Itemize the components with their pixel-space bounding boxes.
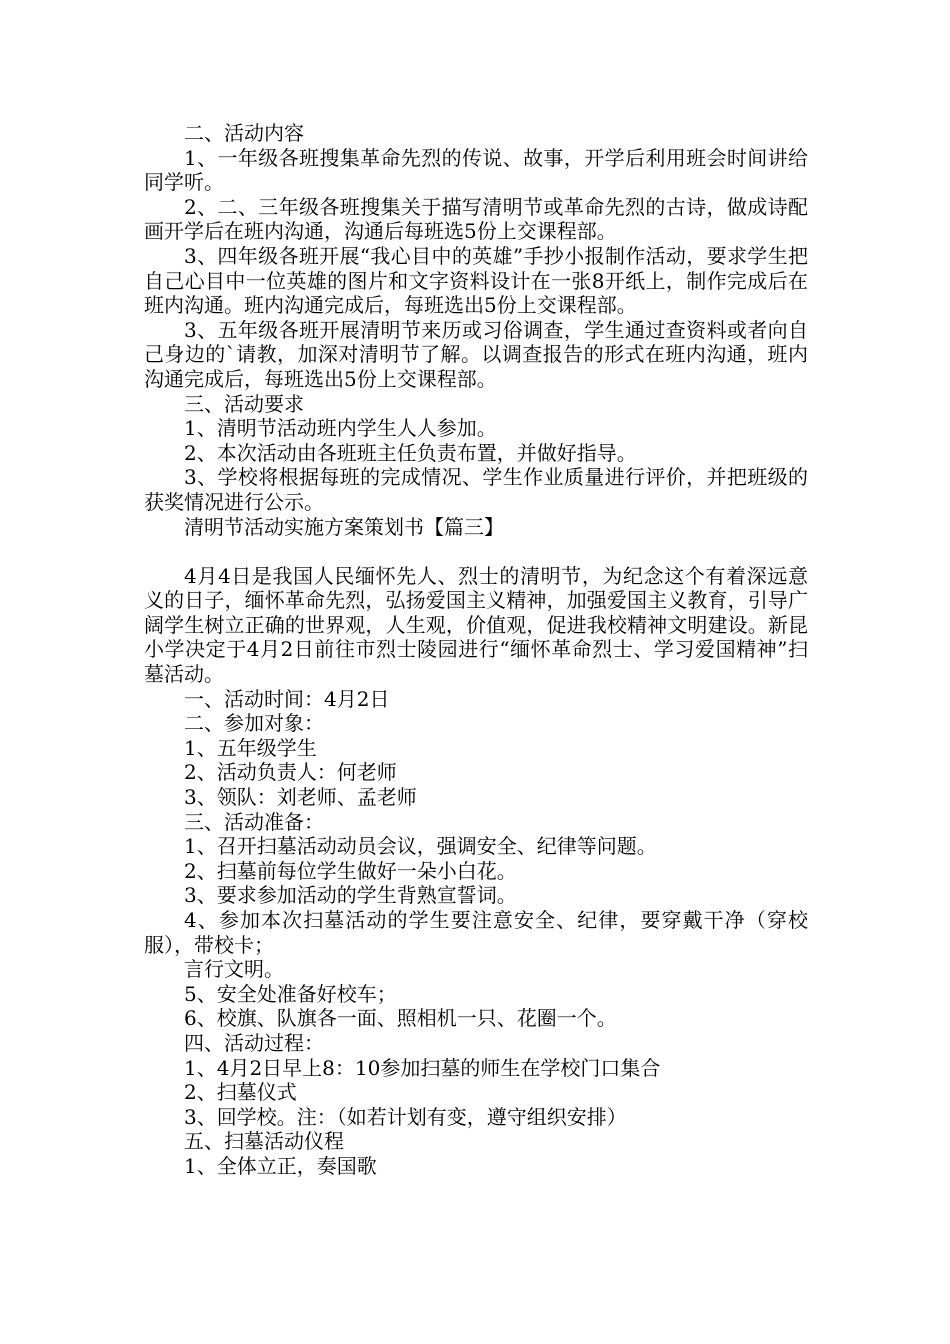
list-item: 2、扫墓仪式 xyxy=(184,1080,297,1105)
list-item: 6、校旗、队旗各一面、照相机一只、花圈一个。 xyxy=(184,1006,617,1031)
intro-paragraph: 4月4日是我国人民缅怀先人、烈士的清明节，为纪念这个有着深远意义的日子，缅怀革命先烈，弘扬爱国主义精神，加强爱国主义教育，引导广阔学生树立正确的世界观，人生观，价值观，促进我校精神文明建设。新昆小学决定于4月2日前往市烈士陵园进行“缅怀革命烈士、学习爱国精神”扫墓活动。 xyxy=(144,563,808,687)
document-body xyxy=(144,121,808,1179)
list-item-continuation: 言行文明。 xyxy=(184,957,284,982)
blank-line xyxy=(144,539,808,564)
part-three-title: 清明节活动实施方案策划书【篇三】 xyxy=(184,514,504,539)
section-heading-process: 四、活动过程： xyxy=(184,1030,324,1055)
list-item: 2、活动负责人：何老师 xyxy=(184,760,397,785)
section-heading-activity-requirements: 三、活动要求 xyxy=(184,391,304,416)
section-heading-preparation: 三、活动准备： xyxy=(184,809,324,834)
section-heading-activity-content: 二、活动内容 xyxy=(184,121,304,145)
section-heading-activity-time: 一、活动时间：4月2日 xyxy=(184,686,390,711)
paragraph: 1、一年级各班搜集革命先烈的传说、故事，开学后利用班会时间讲给同学听。 xyxy=(144,145,808,195)
paragraph: 2、本次活动由各班班主任负责布置，并做好指导。 xyxy=(184,440,637,465)
list-item: 4、参加本次扫墓活动的学生要注意安全、纪律，要穿戴干净（穿校服），带校卡； xyxy=(144,908,808,957)
list-item: 3、要求参加活动的学生背熟宣誓词。 xyxy=(184,883,517,908)
paragraph: 3、五年级各班开展清明节来历或习俗调查，学生通过查资料或者向自己身边的`请教，加深对清明节了解。以调查报告的形式在班内沟通，班内沟通完成后，每班选出5份上交课程部。 xyxy=(144,317,808,391)
list-item: 1、召开扫墓活动动员会议，强调安全、纪律等问题。 xyxy=(184,834,657,859)
paragraph: 1、清明节活动班内学生人人参加。 xyxy=(184,416,497,441)
list-item: 2、扫墓前每位学生做好一朵小白花。 xyxy=(184,858,517,883)
list-item: 1、全体立正，奏国歌 xyxy=(184,1153,377,1178)
paragraph: 3、学校将根据每班的完成情况、学生作业质量进行评价，并把班级的获奖情况进行公示。 xyxy=(144,465,808,514)
list-item: 3、领队：刘老师、孟老师 xyxy=(184,785,417,810)
paragraph: 3、四年级各班开展“我心目中的英雄”手抄小报制作活动，要求学生把自己心目中一位英雄的图片和文字资料设计在一张8开纸上，制作完成后在班内沟通。班内沟通完成后，每班选出5份上交课程部。 xyxy=(144,243,808,318)
list-item: 1、五年级学生 xyxy=(184,735,317,760)
list-item: 3、回学校。注：（如若计划有变，遵守组织安排） xyxy=(184,1104,627,1129)
paragraph: 2、二、三年级各班搜集关于描写清明节或革命先烈的古诗，做成诗配画开学后在班内沟通，沟通后每班选5份上交课程部。 xyxy=(144,194,808,244)
list-item: 1、4月2日早上8：10参加扫墓的师生在学校门口集合 xyxy=(184,1055,661,1080)
section-heading-ceremony: 五、扫墓活动仪程 xyxy=(184,1129,344,1154)
section-heading-participants: 二、参加对象： xyxy=(184,711,324,736)
list-item: 5、安全处准备好校车； xyxy=(184,981,397,1006)
